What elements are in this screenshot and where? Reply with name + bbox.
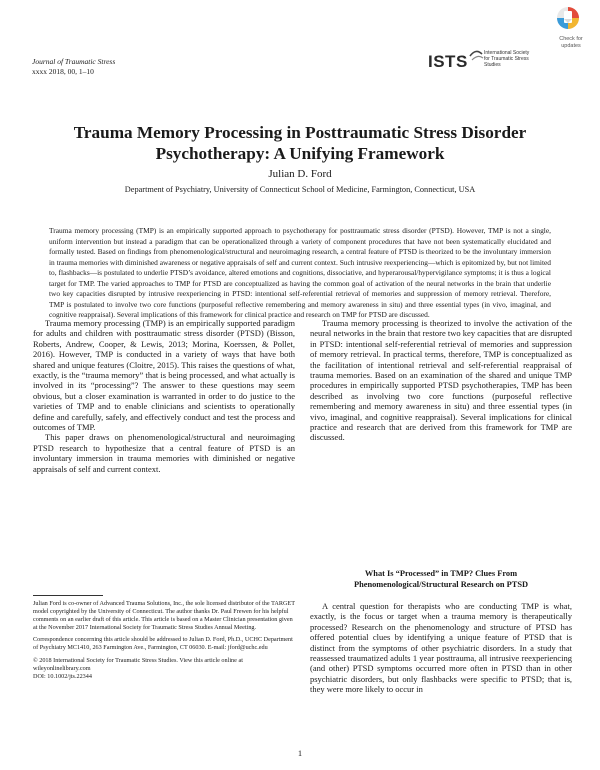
article-title: Trauma Memory Processing in Posttraumatic Stress Disorder Psychotherapy: A Unifying Framework xyxy=(73,123,527,163)
footnote-correspondence: Correspondence concerning this article should be addressed to Julian D. Ford, Ph.D., UCHC Department of Psychiatry MC1410, 263 Farmington Ave., Farmington, CT 06030. E-mail: jford@uchc.edu xyxy=(33,636,293,652)
body-right-column xyxy=(310,318,572,443)
footnote-disclosure: Julian Ford is co-owner of Advanced Trauma Solutions, Inc., the sole licensed distributor of the TARGET model copyrighted by the University of Connecticut. The author thanks Dr. Paul Frewen for his helpful comments on an earlier draft of this article. This article is based on a Master Clinician presentation given at the November 2017 International Society for Traumatic Stress Studies Annual Meeting. xyxy=(33,600,295,632)
crossmark-icon xyxy=(556,6,580,30)
ists-swirl-icon xyxy=(468,48,484,64)
section-body xyxy=(310,601,572,695)
footnote-copyright: © 2018 International Society for Traumatic Stress Studies. View this article online at wileyonlinelibrary.com xyxy=(33,656,243,672)
journal-issue: xxxx 2018, 00, 1–10 xyxy=(32,67,94,76)
check-for-updates-badge[interactable] xyxy=(556,6,586,50)
footnotes xyxy=(33,600,295,681)
updates-label: Check for updates xyxy=(559,36,583,49)
body-paragraph: Trauma memory processing (TMP) is an empirically supported paradigm for adults and children with posttraumatic stress disorder (PTSD) (Bisson, Roberts, Andrew, Cooper, & Lewis, 2013; Morina, Koerssen, & Pollet, 2016). However, TMP is conducted in a variety of ways that have both shared and unique features (Cloitre, 2015). This raises the questions of what, exactly, is the “trauma memory” that is being processed, and what actually is involved in its “processing”? The answer to these questions may seem obvious, but a closer examination is warranted in order to do justice to the varieties of TMP and to enable clinicians and scientists to operationally define and carefully, safely, and effectively conduct and test the process and outcomes of TMP. xyxy=(33,318,295,433)
journal-info xyxy=(32,57,115,77)
ists-org-name: International Society for Traumatic Stress Studies xyxy=(484,50,530,68)
ists-logo[interactable] xyxy=(428,48,538,78)
journal-name: Journal of Traumatic Stress xyxy=(32,57,116,66)
abstract: Trauma memory processing (TMP) is an empirically supported approach to psychotherapy for posttraumatic stress disorder (PTSD). However, TMP is not a single, uniform intervention but instead a paradigm that can be operationalized through a variety of component procedures that have not been systematically elucidated and formally tested. Based on findings from phenomenological/structural and neuroimaging research, a central feature of PTSD is theorized to be the involuntary immersion in trauma memories with diminished awareness or negative appraisals of self and current context. Such intrusive reexperiencing—which is epitomized by, but not limited to, flashbacks—is postulated to underlie PTSD’s avoidance, altered emotions and cognitions, dissociative, and hyperarousal/hypervigilance symptoms; it is thus a logical target for TMP. The varied approaches to TMP for PTSD are conceptualized as having the common goal of activation of the neural networks in the brain that underlie two key capacities disrupted by intrusive reexperiencing in PTSD: intentional self-referential retrieval of memories and suppression of memory retrieval. Therefore, TMP is postulated to involve two core functions (purposeful reflective remembering and memory awareness in situ) and three essential types (in vivo, imaginal, and cognitive reappraisal). Several implications of this framework for clinical practice and research on TMP for PTSD are discussed. xyxy=(49,226,551,319)
section-heading: What Is “Processed” in TMP? Clues From Phenomenological/Structural Research on PTSD xyxy=(353,569,529,589)
footnote-doi: DOI: 10.1002/jts.22344 xyxy=(33,672,92,680)
body-paragraph: Trauma memory processing is theorized to involve the activation of the neural networks in the brain that restore two key capacities that are disrupted in PTSD: intentional self-referential retrieval of memories and suppression of memory retrieval. In practical terms, therefore, TMP is conceptualized as the facilitation of intentional retrieval and self-referential reappraisal of trauma memories. Based on an examination of the shared and unique TMP procedures in empirically supported PTSD psychotherapies, TMP has been described as involving two core functions (purposeful reflective remembering and memory awareness in situ) and three essential types (in vivo, imaginal, and cognitive reappraisal). Several implications for clinical practice and research that are derived from this framework for TMP are discussed. xyxy=(310,318,572,443)
body-paragraph: This paper draws on phenomenological/structural and neuroimaging PTSD research to hypothesize that a central feature of PTSD is an involuntary immersion in trauma memories with diminished or negative appraisals of self and current context. xyxy=(33,432,295,474)
footnote-divider xyxy=(33,595,103,596)
ists-logo-icon: ISTS xyxy=(428,52,468,71)
page-number: 1 xyxy=(297,748,303,758)
body-left-column xyxy=(33,318,295,474)
body-paragraph: A central question for therapists who are conducting TMP is what, exactly, is the focus or target when a trauma memory is therapeutically processed? Research on the phenomenology and structure of PTSD has offered potential clues by identifying a unique feature of PTSD that is distinct from the symptoms of other psychiatric disorders. In a study that reassessed traumatized adults 1 year posttrauma, all intrusive reexperiencing (and other) PTSD symptoms occurred more often in PTSD than in other psychiatric disorders, but only flashbacks were specific to PTSD; that is, they were more likely to occur in xyxy=(310,601,572,695)
author-affiliation: Department of Psychiatry, University of Connecticut School of Medicine, Farmington, Connecticut, USA xyxy=(124,185,476,194)
author-name: Julian D. Ford xyxy=(268,168,332,180)
